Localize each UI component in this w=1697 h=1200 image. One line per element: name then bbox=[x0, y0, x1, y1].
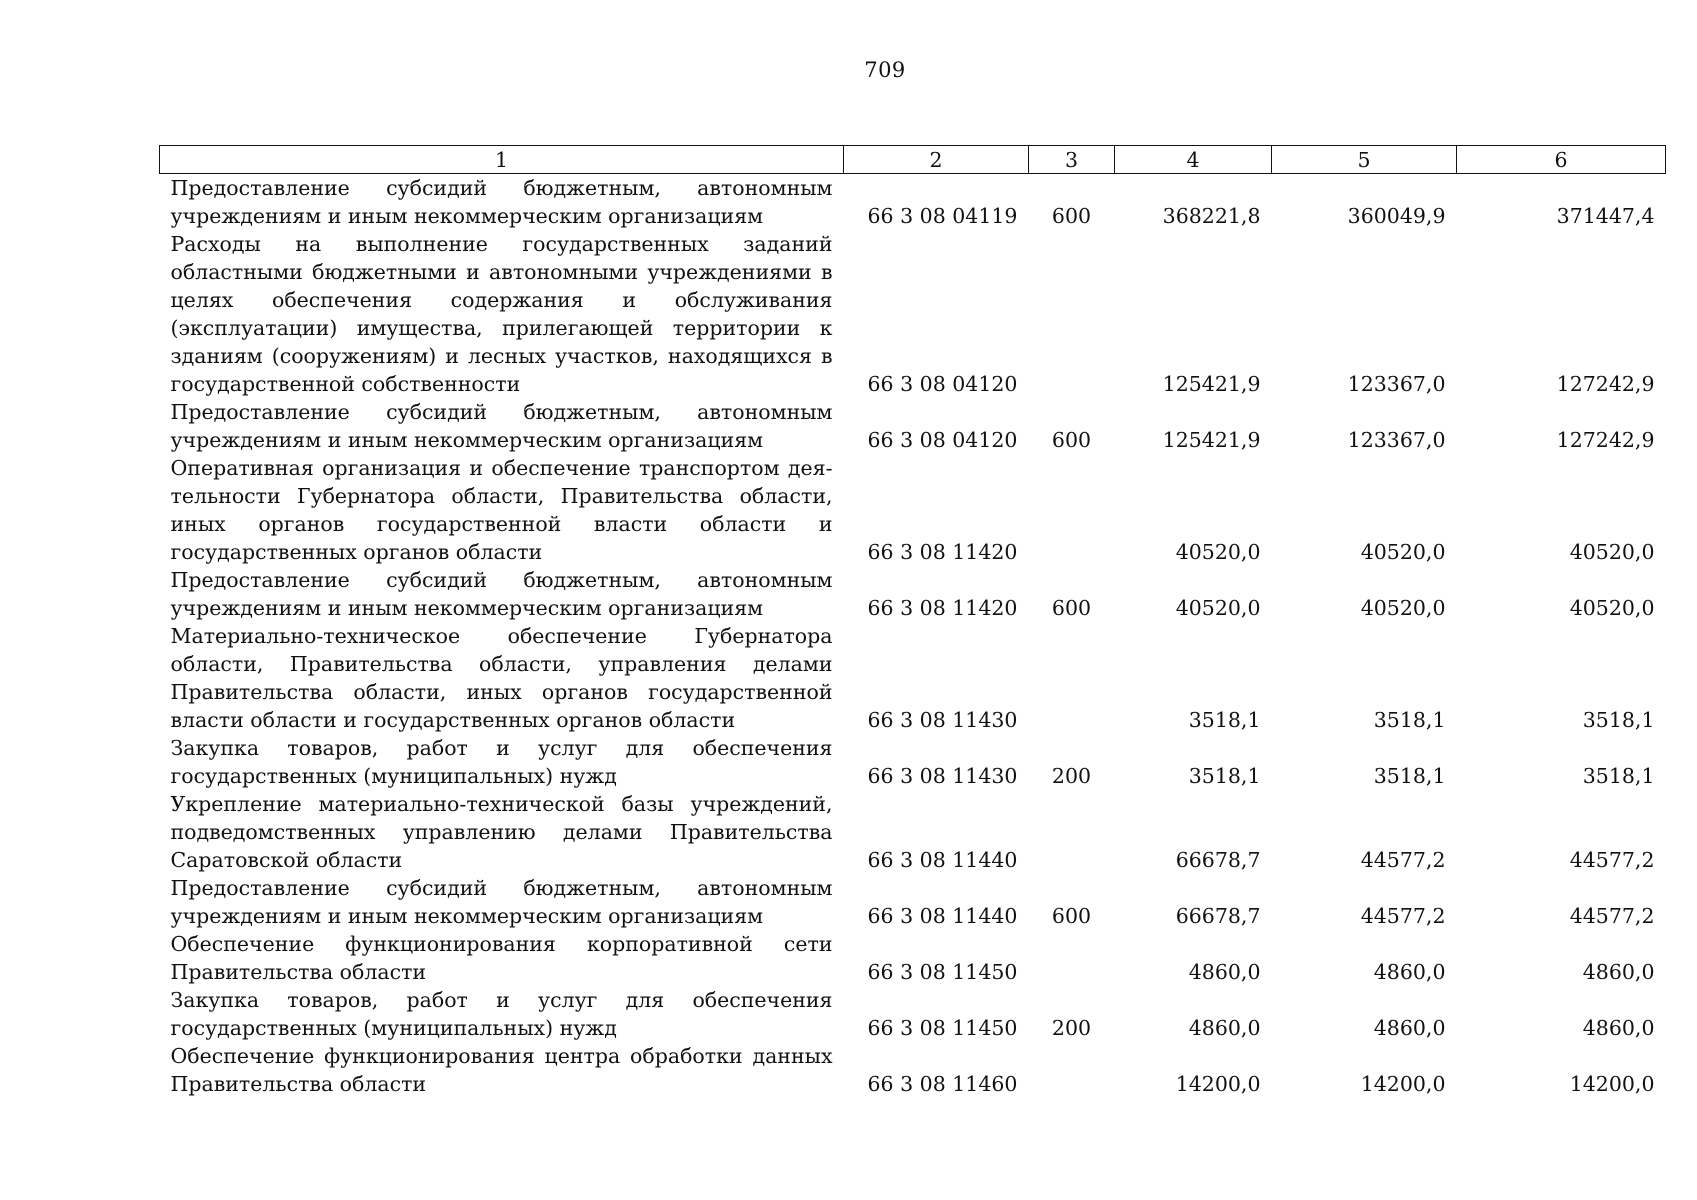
row-value-col5: 123367,0 bbox=[1347, 372, 1446, 396]
row-expense-type: 600 bbox=[1051, 596, 1092, 620]
row-code: 66 3 08 11460 bbox=[867, 1072, 1018, 1096]
row-expense-type bbox=[1029, 930, 1115, 986]
row-expense-type bbox=[1029, 790, 1115, 874]
column-header-5: 5 bbox=[1272, 146, 1457, 174]
row-code: 66 3 08 11450 bbox=[867, 1016, 1018, 1040]
row-value-col6: 40520,0 bbox=[1569, 540, 1655, 564]
row-code: 66 3 08 11420 bbox=[867, 540, 1018, 564]
row-value-col4: 368221,8 bbox=[1162, 204, 1261, 228]
row-name: Предоставление субсидий бюджетным, автономным учреждениям и иным некоммерческим организациям bbox=[170, 568, 833, 620]
row-value-col6: 127242,9 bbox=[1556, 428, 1655, 452]
row-value-col6: 44577,2 bbox=[1569, 904, 1655, 928]
row-value-col5: 4860,0 bbox=[1373, 1016, 1446, 1040]
row-value-col5: 3518,1 bbox=[1373, 708, 1446, 732]
table-row bbox=[160, 566, 1666, 622]
table-row bbox=[160, 930, 1666, 986]
row-value-col4: 66678,7 bbox=[1175, 848, 1261, 872]
table-body bbox=[160, 174, 1666, 1099]
row-value-col4: 4860,0 bbox=[1188, 960, 1261, 984]
row-value-col4: 125421,9 bbox=[1162, 372, 1261, 396]
row-value-col4: 14200,0 bbox=[1175, 1072, 1261, 1096]
budget-table bbox=[159, 145, 1666, 1098]
column-header-4: 4 bbox=[1115, 146, 1272, 174]
row-expense-type bbox=[1029, 454, 1115, 566]
row-name: Предоставление субсидий бюджетным, автономным учреждениям и иным некоммерческим организациям bbox=[170, 876, 833, 928]
row-value-col5: 40520,0 bbox=[1360, 540, 1446, 564]
row-value-col4: 40520,0 bbox=[1175, 596, 1261, 620]
column-header-2: 2 bbox=[844, 146, 1029, 174]
row-code: 66 3 08 11450 bbox=[867, 960, 1018, 984]
row-code: 66 3 08 04120 bbox=[867, 428, 1018, 452]
row-code: 66 3 08 11420 bbox=[867, 596, 1018, 620]
row-value-col5: 4860,0 bbox=[1373, 960, 1446, 984]
row-name: Укрепление материально-технической базы учреждений, подведомственных управлению делами Правительства Саратовской области bbox=[170, 792, 833, 872]
row-value-col6: 3518,1 bbox=[1582, 708, 1655, 732]
row-value-col4: 125421,9 bbox=[1162, 428, 1261, 452]
row-expense-type: 600 bbox=[1051, 904, 1092, 928]
row-value-col5: 14200,0 bbox=[1360, 1072, 1446, 1096]
row-value-col6: 3518,1 bbox=[1582, 764, 1655, 788]
row-name: Расходы на выполнение государственных заданий областными бюджетными и автономными учреждениями в целях обеспечения содержания и обслуживания (эксплуатации) имущества, прилегающей территории к зданиям (сооружениям) и лесных участков, находящихся в государственной собственности bbox=[170, 232, 833, 396]
row-value-col5: 44577,2 bbox=[1360, 904, 1446, 928]
row-value-col6: 127242,9 bbox=[1556, 372, 1655, 396]
table-row bbox=[160, 230, 1666, 398]
table-row bbox=[160, 174, 1666, 231]
row-code: 66 3 08 11430 bbox=[867, 708, 1018, 732]
row-name: Закупка товаров, работ и услуг для обеспечения государственных (муниципальных) нужд bbox=[170, 988, 833, 1040]
row-expense-type: 600 bbox=[1051, 204, 1092, 228]
row-expense-type: 200 bbox=[1051, 764, 1092, 788]
table-row bbox=[160, 874, 1666, 930]
row-value-col5: 3518,1 bbox=[1373, 764, 1446, 788]
row-code: 66 3 08 11440 bbox=[867, 848, 1018, 872]
row-expense-type bbox=[1029, 1042, 1115, 1098]
page-number: 709 bbox=[864, 58, 906, 82]
table-row bbox=[160, 790, 1666, 874]
row-name: Закупка товаров, работ и услуг для обеспечения государственных (муниципальных) нужд bbox=[170, 736, 833, 788]
row-code: 66 3 08 04119 bbox=[867, 204, 1018, 228]
row-value-col6: 4860,0 bbox=[1582, 960, 1655, 984]
row-value-col4: 66678,7 bbox=[1175, 904, 1261, 928]
row-name: Предоставление субсидий бюджетным, автономным учреждениям и иным некоммерческим организациям bbox=[170, 400, 833, 452]
row-value-col5: 360049,9 bbox=[1347, 204, 1446, 228]
row-value-col5: 40520,0 bbox=[1360, 596, 1446, 620]
column-header-6: 6 bbox=[1457, 146, 1666, 174]
row-value-col6: 371447,4 bbox=[1556, 204, 1655, 228]
row-value-col4: 3518,1 bbox=[1188, 708, 1261, 732]
row-name: Материально-техническое обеспечение Губернатора области, Правительства области, управления делами Правительства области, иных органов государственной власти области и государственных органов области bbox=[170, 624, 833, 732]
row-name: Оперативная организация и обеспечение транспортом деятельности Губернатора области, Правительства области, иных органов государственной власти области и государственных органов области bbox=[170, 456, 833, 564]
row-expense-type: 600 bbox=[1051, 428, 1092, 452]
row-expense-type bbox=[1029, 622, 1115, 734]
row-code: 66 3 08 04120 bbox=[867, 372, 1018, 396]
column-header-3: 3 bbox=[1029, 146, 1115, 174]
row-code: 66 3 08 11440 bbox=[867, 904, 1018, 928]
row-value-col5: 44577,2 bbox=[1360, 848, 1446, 872]
header-row bbox=[160, 146, 1666, 174]
row-name: Предоставление субсидий бюджетным, автономным учреждениям и иным некоммерческим организациям bbox=[170, 176, 833, 228]
column-header-1: 1 bbox=[160, 146, 844, 174]
row-expense-type bbox=[1029, 230, 1115, 398]
row-value-col4: 40520,0 bbox=[1175, 540, 1261, 564]
row-value-col6: 14200,0 bbox=[1569, 1072, 1655, 1096]
table-header bbox=[160, 146, 1666, 174]
row-value-col6: 44577,2 bbox=[1569, 848, 1655, 872]
row-value-col6: 4860,0 bbox=[1582, 1016, 1655, 1040]
table-row bbox=[160, 398, 1666, 454]
row-value-col4: 4860,0 bbox=[1188, 1016, 1261, 1040]
table-row bbox=[160, 986, 1666, 1042]
table-row bbox=[160, 622, 1666, 734]
row-name: Обеспечение функционирования корпоративной сети Правительства области bbox=[170, 932, 833, 984]
row-value-col6: 40520,0 bbox=[1569, 596, 1655, 620]
row-value-col4: 3518,1 bbox=[1188, 764, 1261, 788]
table-row bbox=[160, 454, 1666, 566]
table-row bbox=[160, 1042, 1666, 1098]
row-name: Обеспечение функционирования центра обработки данных Правительства области bbox=[170, 1044, 833, 1096]
row-expense-type: 200 bbox=[1051, 1016, 1092, 1040]
row-code: 66 3 08 11430 bbox=[867, 764, 1018, 788]
table-row bbox=[160, 734, 1666, 790]
row-value-col5: 123367,0 bbox=[1347, 428, 1446, 452]
